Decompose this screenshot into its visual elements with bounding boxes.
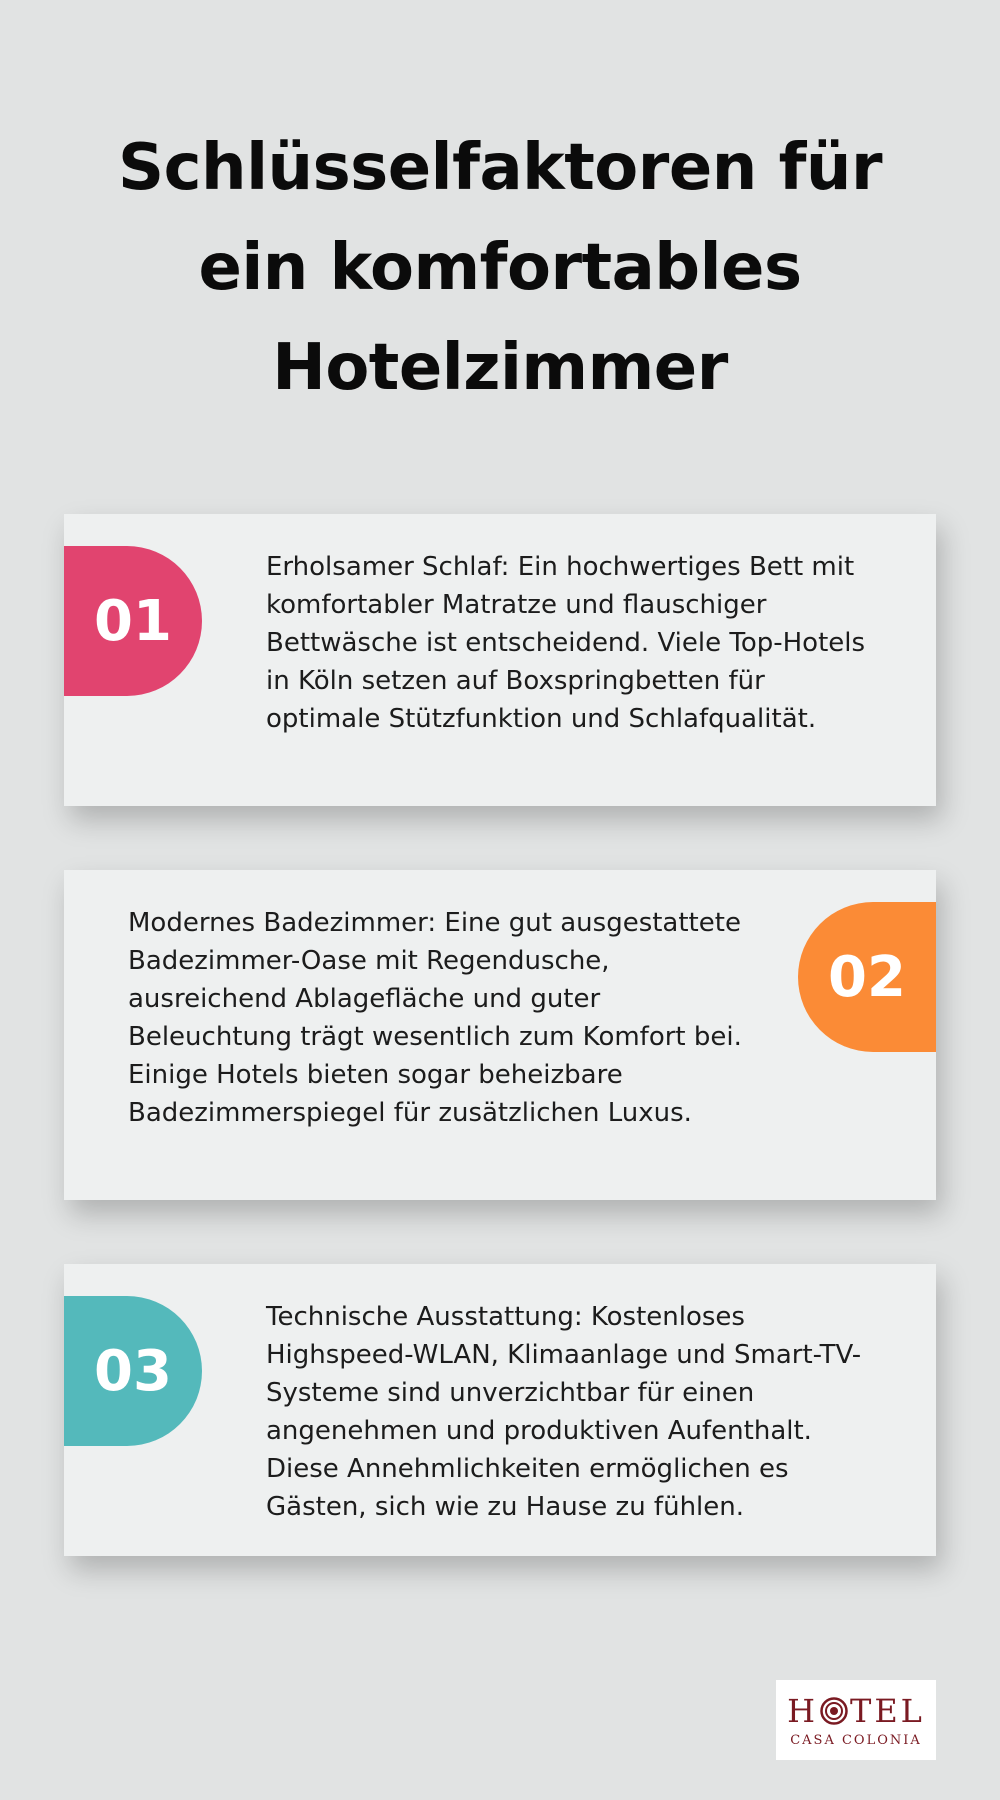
logo-subtitle: CASA COLONIA [790,1732,922,1748]
factor-card-3 [64,1264,936,1556]
number-badge-2 [798,902,936,1052]
page-title: Schlüsselfaktoren für ein komfortables Hotelzimmer [117,131,883,405]
number-badge-label: 02 [828,944,906,1010]
number-badge-label: 01 [94,588,172,654]
factor-text-3: Technische Ausstattung: Kostenloses Highspeed-WLAN, Klimaanlage und Smart-TV-Systeme sind unverzichtbar für einen angenehmen und produktiven Aufenthalt. Diese Annehmlichkeiten ermöglichen es Gästen, sich wie zu Hause zu fühlen. [266,1302,862,1522]
logo-wordmark [787,1693,925,1729]
factor-card-1 [64,514,936,806]
factor-card-2 [64,870,936,1200]
logo-letters-rest: TEL [849,1691,925,1730]
hotel-o-swirl-icon [820,1697,848,1725]
number-badge-3 [64,1296,202,1446]
logo-letter-h: H [787,1691,818,1730]
number-badge-1 [64,546,202,696]
factor-text-1: Erholsamer Schlaf: Ein hochwertiges Bett mit komfortabler Matratze und flauschiger Bettwäsche ist entscheidend. Viele Top-Hotels in Köln setzen auf Boxspringbetten für optimale Stützfunktion und Schlafqualität. [266,552,866,734]
hotel-logo [776,1680,936,1760]
factor-text-2: Modernes Badezimmer: Eine gut ausgestattete Badezimmer-Oase mit Regendusche, ausreichend Ablagefläche und guter Beleuchtung trägt wesentlich zum Komfort bei. Einige Hotels bieten sogar beheizbare Badezimmerspiegel für zusätzlichen Luxus. [128,908,742,1128]
number-badge-label: 03 [94,1338,172,1404]
